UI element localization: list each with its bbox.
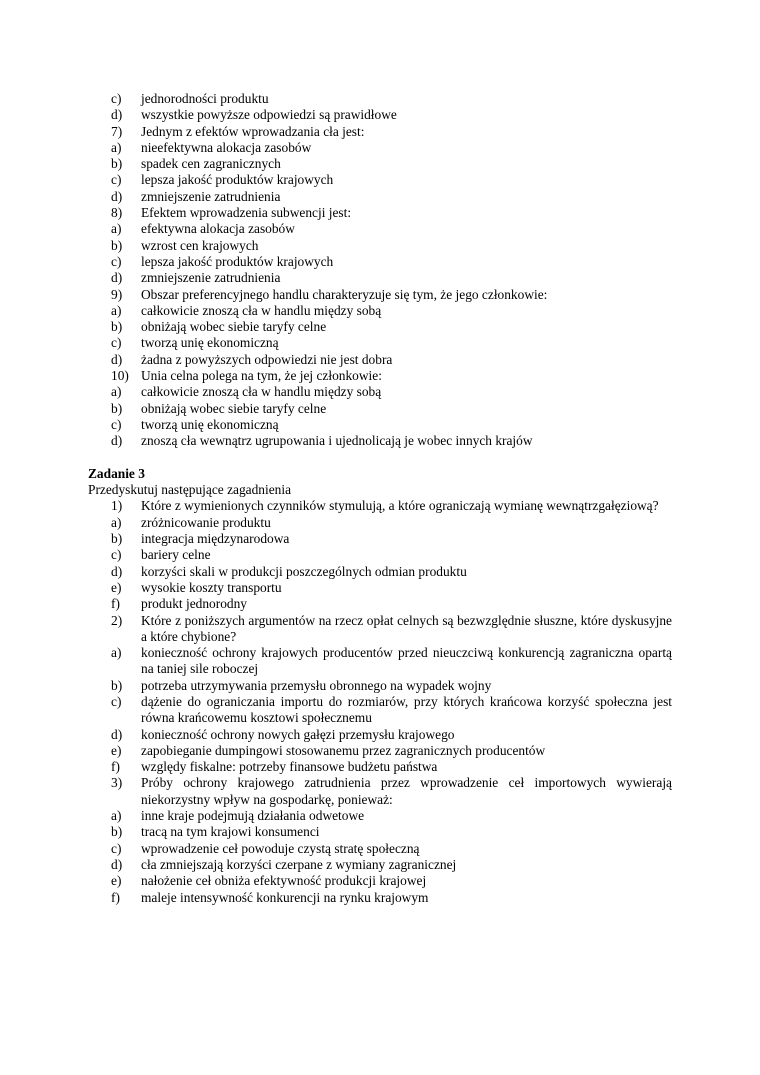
option-text: bariery celne bbox=[141, 547, 211, 563]
answer-option bbox=[88, 531, 672, 547]
option-text: lepsza jakość produktów krajowych bbox=[141, 253, 334, 269]
question-item bbox=[88, 368, 672, 384]
option-label: d) bbox=[111, 563, 123, 579]
option-text: wysokie koszty transportu bbox=[141, 579, 282, 595]
option-text: konieczność ochrony krajowych producentów przed nieuczciwą konkurencją zagraniczna opartą na taniej sile roboczej bbox=[141, 645, 672, 677]
answer-option bbox=[88, 221, 672, 237]
question-text: Jednym z efektów wprowadzania cła jest: bbox=[141, 123, 365, 139]
answer-option bbox=[88, 824, 672, 840]
option-label: c) bbox=[111, 840, 122, 856]
option-label: e) bbox=[111, 742, 122, 758]
option-text: całkowicie znoszą cła w handlu między sobą bbox=[141, 384, 382, 400]
answer-option bbox=[88, 596, 672, 612]
option-text: zróżnicowanie produktu bbox=[141, 514, 271, 530]
answer-option bbox=[88, 580, 672, 596]
option-text: spadek cen zagranicznych bbox=[141, 156, 281, 172]
option-label: b) bbox=[111, 824, 123, 840]
question-item bbox=[88, 124, 672, 140]
option-label: a) bbox=[111, 808, 122, 824]
answer-option bbox=[88, 841, 672, 857]
option-text: tworzą unię ekonomiczną bbox=[141, 335, 279, 351]
answer-option bbox=[88, 352, 672, 368]
option-label: b) bbox=[111, 531, 123, 547]
option-text: korzyści skali w produkcji poszczególnych odmian produktu bbox=[141, 563, 467, 579]
answer-option bbox=[88, 384, 672, 400]
question-item bbox=[88, 498, 672, 514]
question-number: 3) bbox=[111, 775, 123, 791]
question-number: 2) bbox=[111, 612, 123, 628]
option-label: c) bbox=[111, 172, 122, 188]
option-text: efektywna alokacja zasobów bbox=[141, 221, 295, 237]
answer-option bbox=[88, 91, 672, 107]
answer-option bbox=[88, 873, 672, 889]
option-text: produkt jednorodny bbox=[141, 596, 247, 612]
option-text: konieczność ochrony nowych gałęzi przemysłu krajowego bbox=[141, 726, 455, 742]
question-text: Próby ochrony krajowego zatrudnienia przez wprowadzenie ceł importowych wywierają niekorzystny wpływ na gospodarkę, ponieważ: bbox=[141, 775, 672, 807]
answer-option bbox=[88, 547, 672, 563]
question-item bbox=[88, 775, 672, 808]
answer-option bbox=[88, 694, 672, 727]
option-text: wszystkie powyższe odpowiedzi są prawidłowe bbox=[141, 107, 397, 123]
question-number: 10) bbox=[111, 368, 129, 384]
option-label: d) bbox=[111, 856, 123, 872]
answer-option bbox=[88, 515, 672, 531]
option-text: zmniejszenie zatrudnienia bbox=[141, 188, 281, 204]
option-label: a) bbox=[111, 514, 122, 530]
option-label: e) bbox=[111, 579, 122, 595]
option-label: b) bbox=[111, 677, 123, 693]
spacer bbox=[88, 450, 672, 466]
answer-option bbox=[88, 808, 672, 824]
option-text: zmniejszenie zatrudnienia bbox=[141, 270, 281, 286]
option-text: tworzą unię ekonomiczną bbox=[141, 416, 279, 432]
option-label: c) bbox=[111, 91, 122, 106]
option-text: obniżają wobec siebie taryfy celne bbox=[141, 319, 327, 335]
option-label: a) bbox=[111, 384, 122, 400]
answer-option bbox=[88, 238, 672, 254]
answer-option bbox=[88, 433, 672, 449]
option-label: d) bbox=[111, 433, 123, 449]
answer-option bbox=[88, 189, 672, 205]
question-text: Unia celna polega na tym, że jej członkowie: bbox=[141, 368, 382, 384]
option-label: c) bbox=[111, 416, 122, 432]
option-text: inne kraje podejmują działania odwetowe bbox=[141, 808, 365, 824]
option-label: d) bbox=[111, 351, 123, 367]
option-label: b) bbox=[111, 400, 123, 416]
option-label: d) bbox=[111, 726, 123, 742]
option-text: tracą na tym krajowi konsumenci bbox=[141, 824, 320, 840]
option-label: d) bbox=[111, 107, 123, 123]
answer-option bbox=[88, 857, 672, 873]
answer-option bbox=[88, 645, 672, 678]
option-label: c) bbox=[111, 253, 122, 269]
option-label: a) bbox=[111, 645, 122, 661]
option-text: jednorodności produktu bbox=[141, 91, 269, 106]
question-text: Efektem wprowadzenia subwencji jest: bbox=[141, 205, 352, 221]
question-number: 9) bbox=[111, 286, 123, 302]
option-text: lepsza jakość produktów krajowych bbox=[141, 172, 334, 188]
answer-option bbox=[88, 401, 672, 417]
question-list-part1 bbox=[88, 91, 672, 450]
answer-option bbox=[88, 156, 672, 172]
option-text: zapobieganie dumpingowi stosowanemu przez zagranicznych producentów bbox=[141, 742, 546, 758]
question-item bbox=[88, 205, 672, 221]
answer-option bbox=[88, 564, 672, 580]
option-text: integracja międzynarodowa bbox=[141, 531, 290, 547]
option-label: a) bbox=[111, 302, 122, 318]
option-label: b) bbox=[111, 319, 123, 335]
answer-option bbox=[88, 759, 672, 775]
section-intro: Przedyskutuj następujące zagadnienia bbox=[88, 482, 292, 498]
option-label: e) bbox=[111, 873, 122, 889]
answer-option bbox=[88, 335, 672, 351]
option-text: całkowicie znoszą cła w handlu między sobą bbox=[141, 302, 382, 318]
answer-option bbox=[88, 319, 672, 335]
question-number: 8) bbox=[111, 205, 123, 221]
answer-option bbox=[88, 107, 672, 123]
answer-option bbox=[88, 270, 672, 286]
option-text: potrzeba utrzymywania przemysłu obronnego na wypadek wojny bbox=[141, 677, 492, 693]
answer-option bbox=[88, 678, 672, 694]
option-label: c) bbox=[111, 547, 122, 563]
question-number: 1) bbox=[111, 498, 123, 514]
option-text: obniżają wobec siebie taryfy celne bbox=[141, 400, 327, 416]
option-text: maleje intensywność konkurencji na rynku krajowym bbox=[141, 889, 429, 905]
option-text: cła zmniejszają korzyści czerpane z wymiany zagranicznej bbox=[141, 856, 457, 872]
option-text: nieefektywna alokacja zasobów bbox=[141, 139, 312, 155]
option-label: b) bbox=[111, 237, 123, 253]
option-text: wzrost cen krajowych bbox=[141, 237, 259, 253]
option-label: a) bbox=[111, 221, 122, 237]
question-list-part2 bbox=[88, 498, 672, 905]
option-text: nałożenie ceł obniża efektywność produkcji krajowej bbox=[141, 873, 427, 889]
answer-option bbox=[88, 727, 672, 743]
document-page bbox=[88, 91, 672, 906]
question-text: Obszar preferencyjnego handlu charakteryzuje się tym, że jego członkowie: bbox=[141, 286, 548, 302]
answer-option bbox=[88, 743, 672, 759]
answer-option bbox=[88, 254, 672, 270]
question-text: Które z wymienionych czynników stymulują, a które ograniczają wymianę wewnątrzgałęziową? bbox=[141, 498, 659, 514]
option-label: d) bbox=[111, 188, 123, 204]
option-label: a) bbox=[111, 139, 122, 155]
answer-option bbox=[88, 140, 672, 156]
question-number: 7) bbox=[111, 123, 123, 139]
question-text: Które z poniższych argumentów na rzecz opłat celnych są bezwzględnie słuszne, które dyskusyjne a które chybione? bbox=[141, 612, 672, 644]
option-label: d) bbox=[111, 270, 123, 286]
option-text: względy fiskalne: potrzeby finansowe budżetu państwa bbox=[141, 759, 438, 775]
question-item bbox=[88, 613, 672, 646]
answer-option bbox=[88, 417, 672, 433]
option-text: dążenie do ograniczania importu do rozmiarów, przy których krańcowa korzyść społeczna jest równa krańcowemu kosztowi społecznemu bbox=[141, 693, 672, 726]
option-text: wprowadzenie ceł powoduje czystą stratę społeczną bbox=[141, 840, 420, 856]
answer-option bbox=[88, 172, 672, 188]
answer-option bbox=[88, 303, 672, 319]
section-heading: Zadanie 3 bbox=[88, 465, 145, 481]
option-label: c) bbox=[111, 335, 122, 351]
option-text: żadna z powyższych odpowiedzi nie jest dobra bbox=[141, 351, 393, 367]
question-item bbox=[88, 287, 672, 303]
option-label: f) bbox=[111, 889, 120, 905]
option-label: f) bbox=[111, 596, 120, 612]
answer-option bbox=[88, 890, 672, 906]
option-text: znoszą cła wewnątrz ugrupowania i ujednolicają je wobec innych krajów bbox=[141, 433, 533, 449]
option-label: c) bbox=[111, 693, 122, 709]
option-label: b) bbox=[111, 156, 123, 172]
option-label: f) bbox=[111, 759, 120, 775]
